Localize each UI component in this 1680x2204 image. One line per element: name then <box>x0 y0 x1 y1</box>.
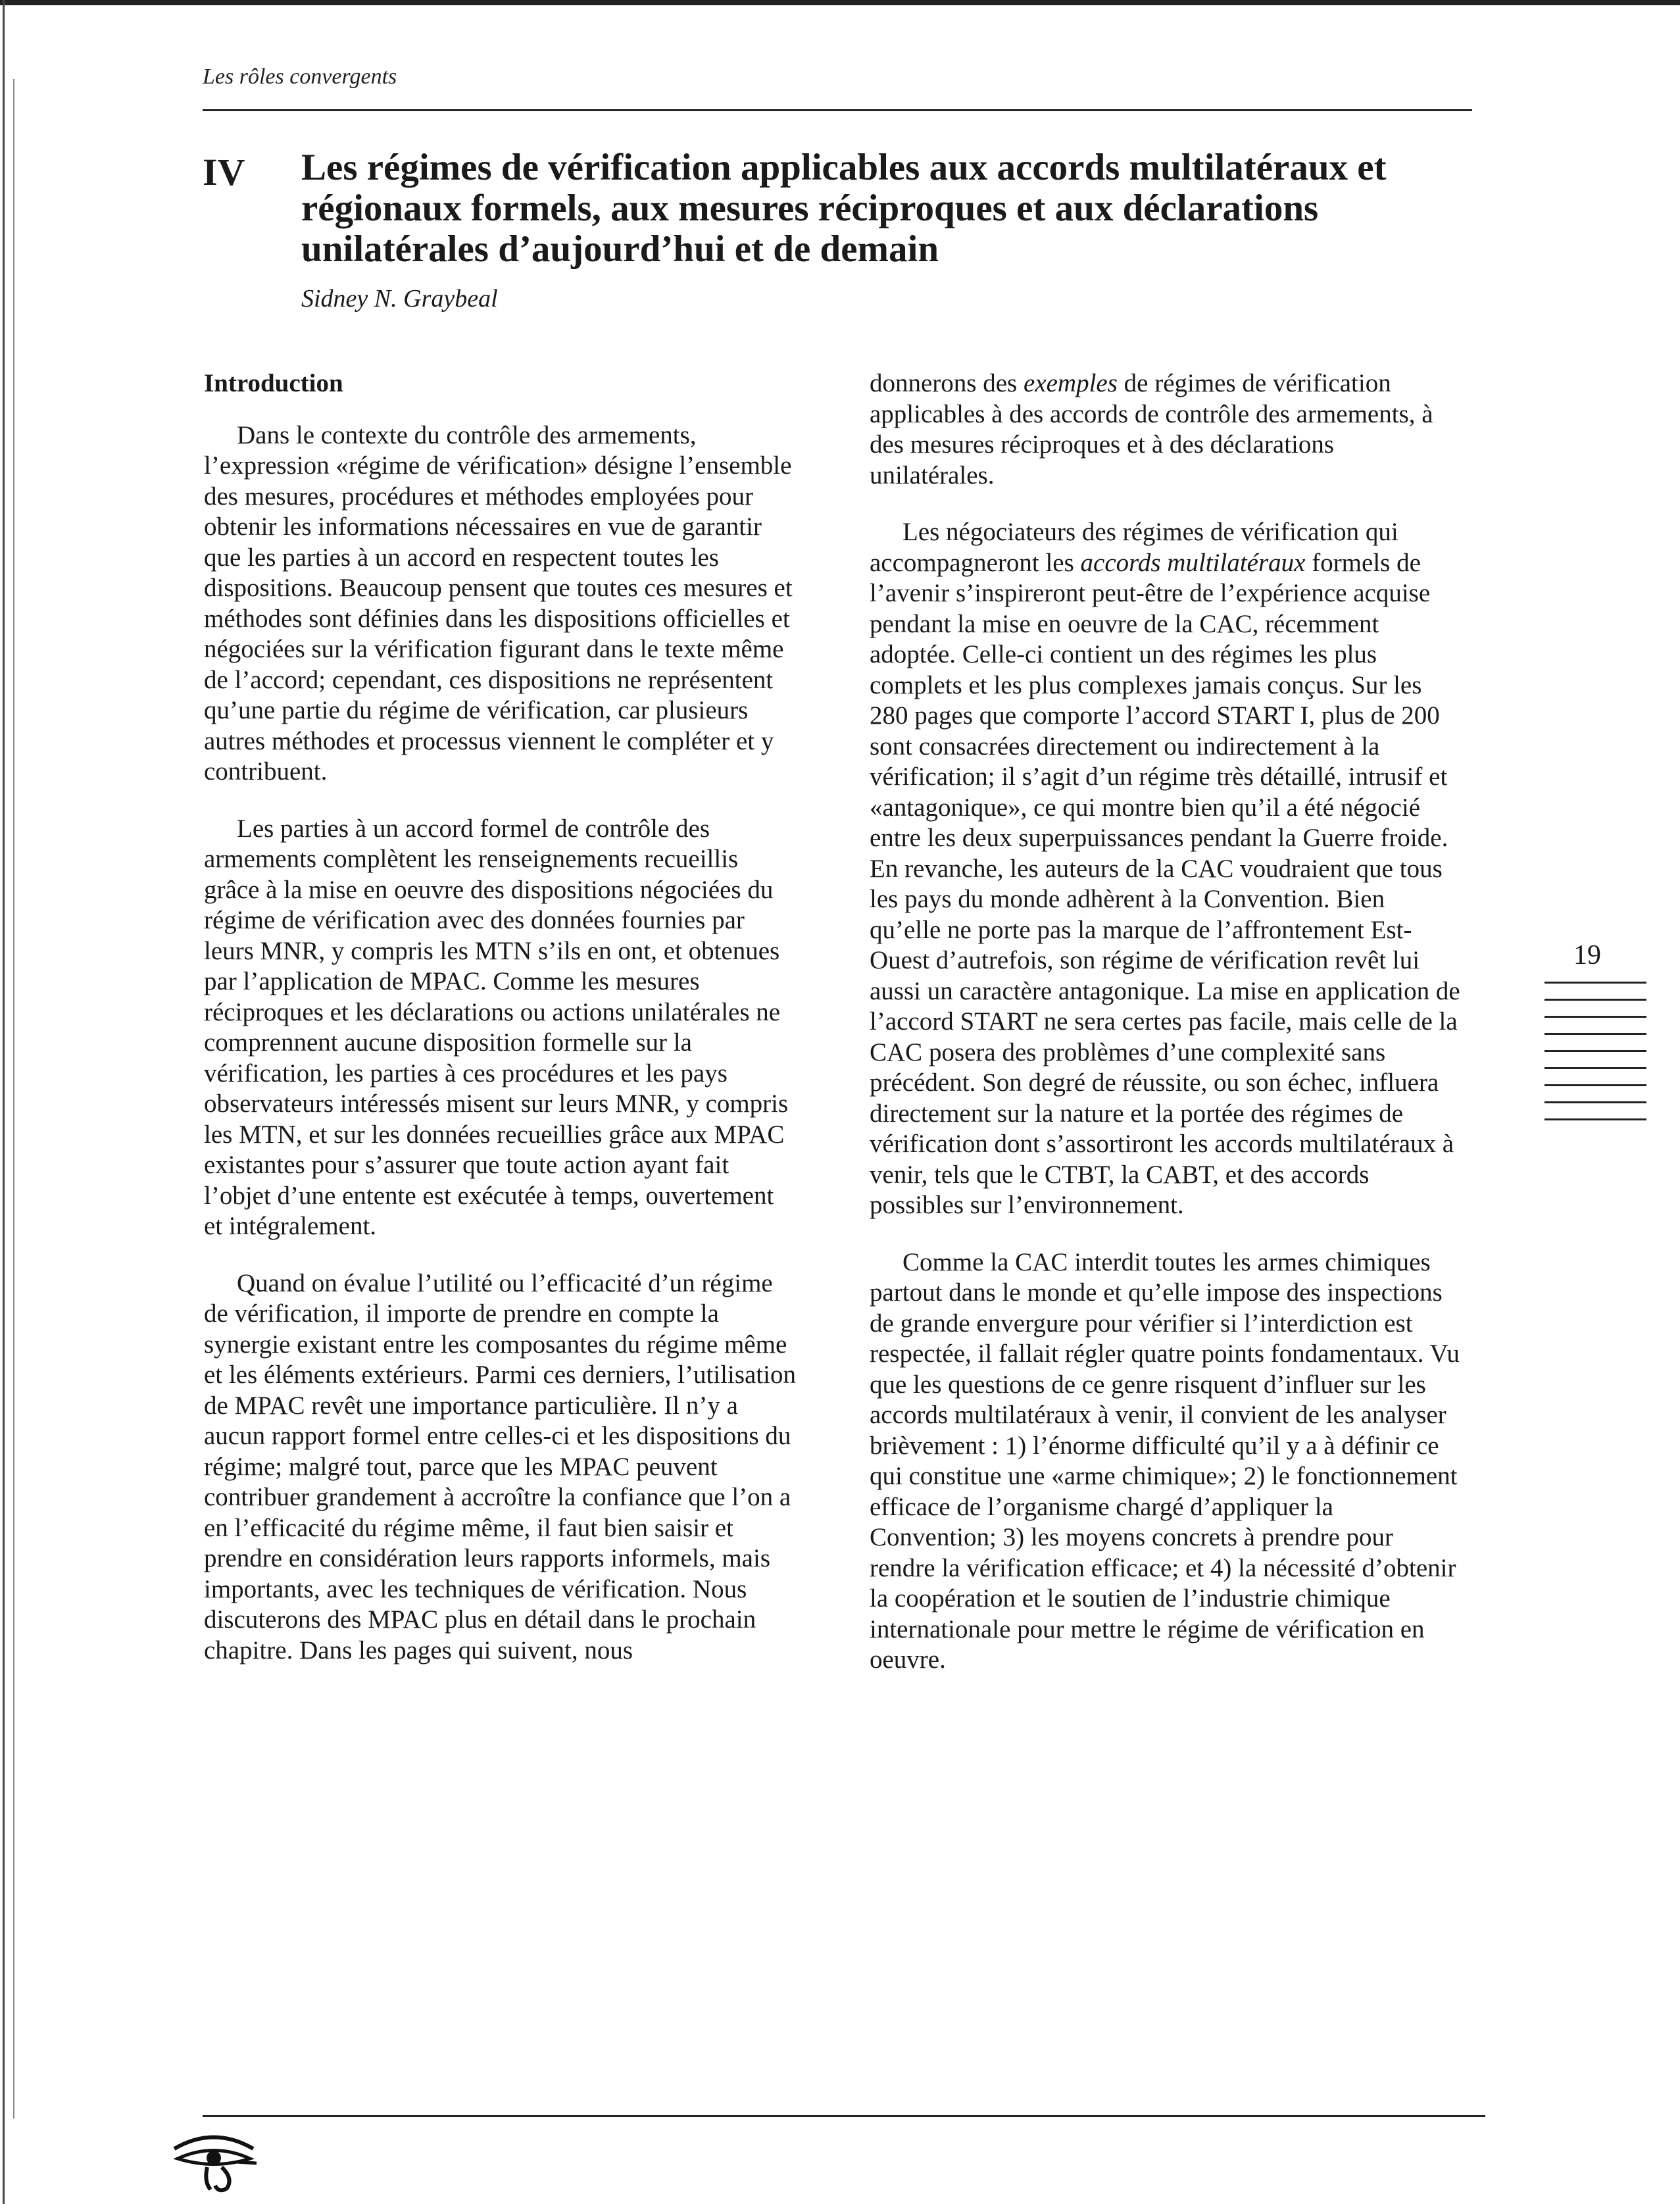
margin-decoration <box>1544 982 1646 1136</box>
paragraph: Comme la CAC interdit toutes les armes chimiques partout dans le monde et qu’elle impose des inspections de grande envergure pour vérifier si l’interdiction est respectée, il fallait régler quatre points fondamentaux. Vu que les questions de ce genre risquent d’influer sur les accords multilatéraux à venir, il convient de les analyser brièvement : 1) l’énorme difficulté qu’il y a à définir ce qui constitue une «arme chimique»; 2) le fonctionnement efficace de l’organisme chargé d’appliquer la Convention; 3) les moyens concrets à prendre pour rendre la vérification efficace; et 4) la nécessité d’obtenir la coopération et le soutien de l’industrie chimique internationale pour mettre le régime de vérification en oeuvre. <box>870 1247 1460 1674</box>
chapter-title: Les régimes de vérification applicables aux accords multilatéraux et régionaux formels, aux mesures réciproques et aux déclarations unilatérales d’aujourd’hui et de demain <box>301 147 1387 270</box>
section-heading: Introduction <box>204 369 343 397</box>
scan-left-border <box>3 0 5 2204</box>
chapter-author: Sidney N. Graybeal <box>301 285 498 313</box>
footer-rule <box>203 2115 1485 2117</box>
paragraph: Quand on évalue l’utilité ou l’efficacité d’un régime de vérification, il importe de prendre en compte la synergie existant entre les composantes du régime même et les éléments extérieurs. Parmi ces derniers, l’utilisation de MPAC revêt une importance particulière. Il n’y a aucun rapport formel entre celles-ci et les dispositions du régime; malgré tout, parce que les MPAC peuvent contribuer grandement à accroître la confiance que l’on a en l’efficacité du régime même, il faut bien saisir et prendre en considération leurs rapports informels, mais importants, avec les techniques de vérification. Nous discuterons des MPAC plus en détail dans le prochain chapitre. Dans les pages qui suivent, nous <box>204 1268 796 1665</box>
chapter-number: IV <box>203 151 245 193</box>
page-number: 19 <box>1573 940 1601 970</box>
header-rule <box>203 109 1472 111</box>
text-run: formels de l’avenir s’inspireront peut-être de l’expérience acquise pendant la mise en oeuvre de la CAC, récemment adoptée. Celle-ci contient un des régimes les plus complets et les plus complexes jamais conçus. Sur les 280 pages que comporte l’accord START I, plus de 200 sont consacrées directement ou indirectement à la vérification; il s’agit d’un régime très détaillé, intrusif et «antagonique», ce qui montre bien qu’il a été négocié entre les deux superpuissances pendant la Guerre froide. En revanche, les auteurs de la CAC voudraient que tous les pays du monde adhèrent à la Convention. Bien qu’elle ne porte pas la marque de l’affrontement Est-Ouest d’autrefois, son régime de vérification revêt lui aussi un caractère antagonique. La mise en application de l’accord START ne sera certes pas facile, mais celle de la CAC posera des problèmes d’une complexité sans précédent. Son degré de réussite, ou son échec, influera directement sur la nature et la portée des régimes de vérification dont s’assortiront les accords multilatéraux à venir, tels que le CTBT, la CABT, et des accords possibles sur l’environnement. <box>870 548 1460 1219</box>
text-run: Les négociateurs des régimes de vérification qui accompagneront les <box>870 518 1398 577</box>
scan-top-border <box>0 0 1680 5</box>
left-column <box>204 368 796 1692</box>
emphasis: exemples <box>1023 369 1118 397</box>
eye-of-horus-icon <box>168 2129 260 2195</box>
running-header: Les rôles convergents <box>203 64 397 89</box>
scan-left-border-inner <box>13 79 14 2118</box>
text-run: de régimes de vérification applicables à des accords de contrôle des armements, à des mesures réciproques et à des déclarations unilatérales. <box>870 369 1433 489</box>
paragraph <box>870 368 1462 491</box>
emphasis: accords multilatéraux <box>1080 548 1306 577</box>
paragraph: Dans le contexte du contrôle des armements, l’expression «régime de vérification» désigne l’ensemble des mesures, procédures et méthodes employées pour obtenir les informations nécessaires en vue de garantir que les parties à un accord en respectent toutes les dispositions. Beaucoup pensent que toutes ces mesures et méthodes sont définies dans les dispositions officielles et négociées sur la vérification figurant dans le texte même de l’accord; cependant, ces dispositions ne représentent qu’une partie du régime de vérification, car plusieurs autres méthodes et processus viennent le compléter et y contribuent. <box>204 420 793 786</box>
paragraph <box>870 517 1462 1221</box>
right-column <box>870 368 1462 1702</box>
paragraph: Les parties à un accord formel de contrôle des armements complètent les renseignements recueillis grâce à la mise en oeuvre des dispositions négociées du régime de vérification avec des données fournies par leurs MNR, y compris les MTN s’ils en ont, et obtenues par l’application de MPAC. Comme les mesures réciproques et les déclarations ou actions unilatérales ne comprennent aucune disposition formelle sur la vérification, les parties à ces procédures et les pays observateurs intéressés misent sur leurs MNR, y compris les MTN, et sur les données recueillies grâce aux MPAC existantes pour s’assurer que toute action ayant fait l’objet d’une entente est exécutée à temps, ouvertement et intégralement. <box>204 814 789 1240</box>
text-run: donnerons des <box>870 369 1024 397</box>
